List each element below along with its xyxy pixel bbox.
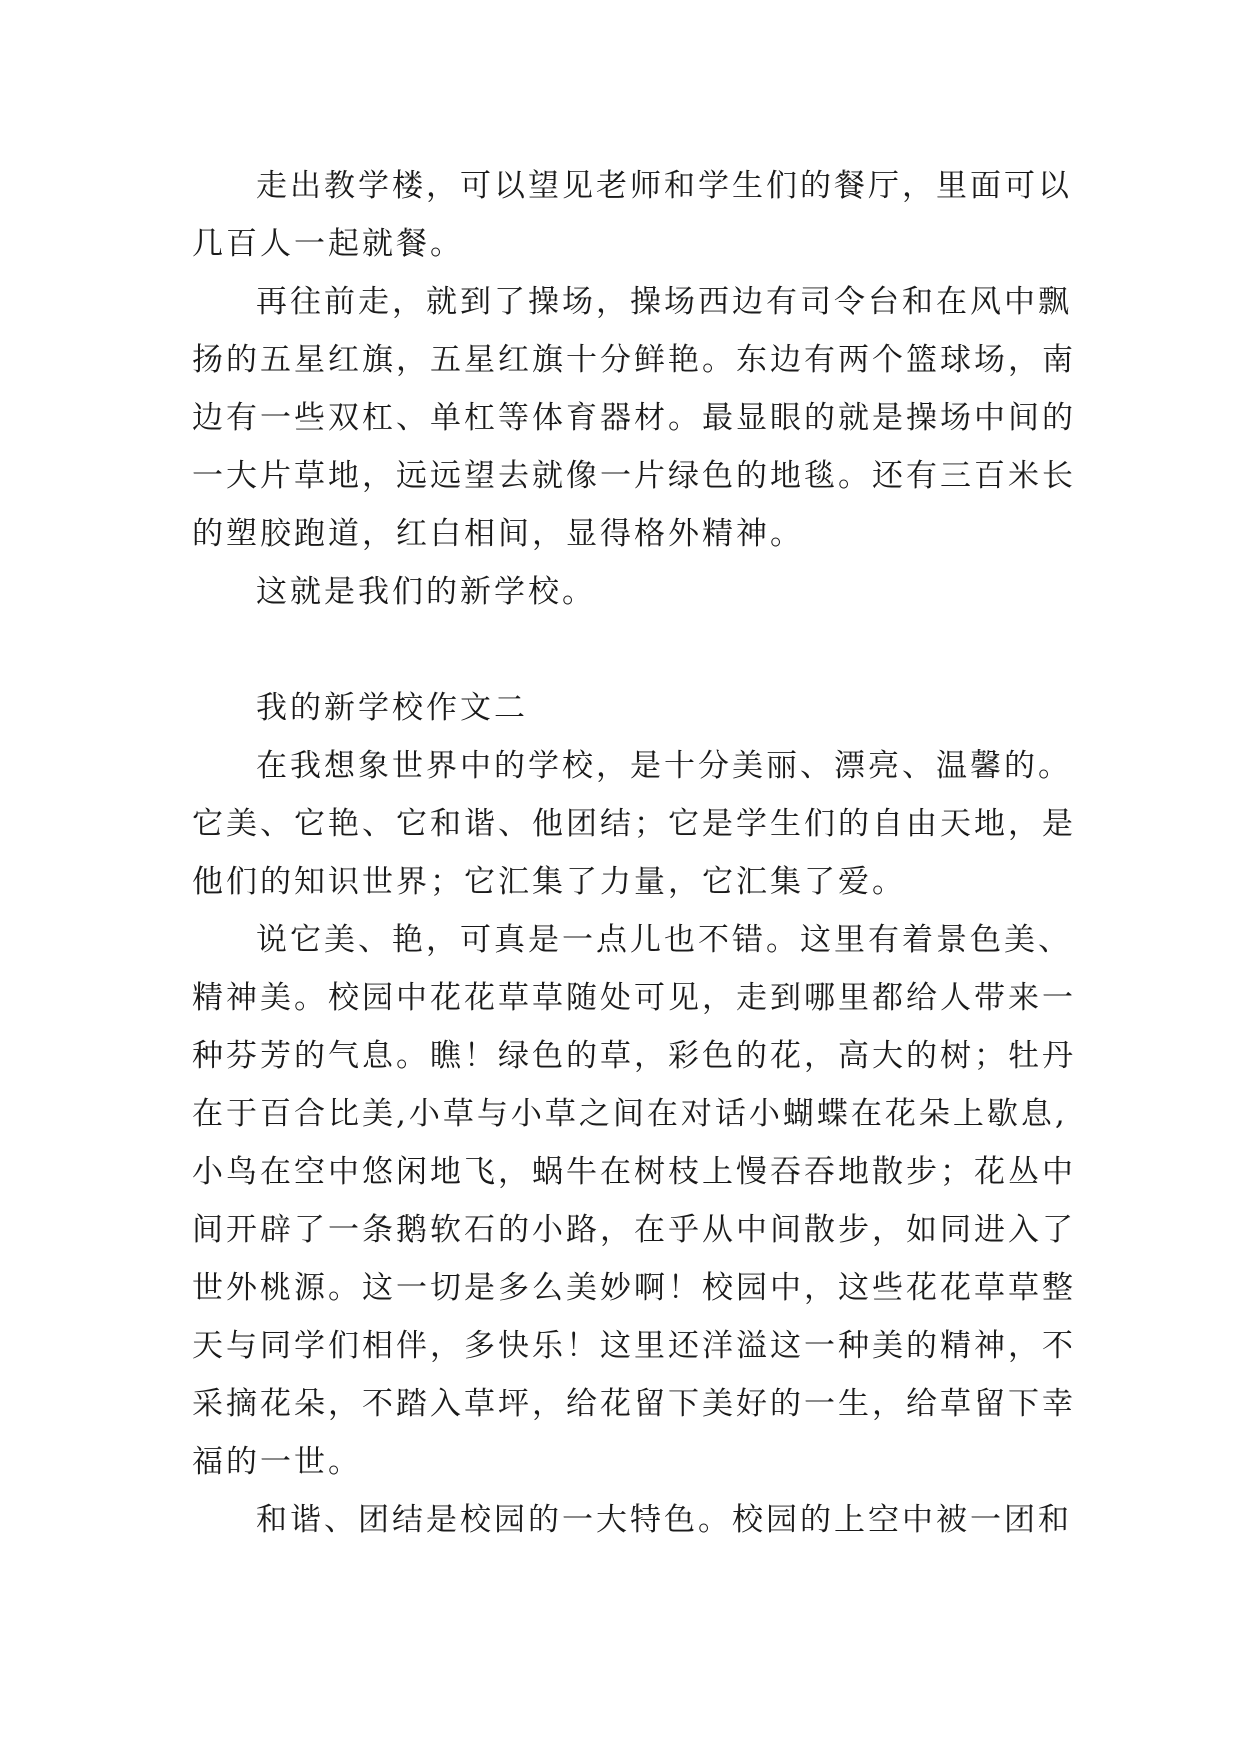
- paragraph: [192, 1491, 1072, 1549]
- text-line: 世外桃源。这一切是多么美妙啊！校园中，这些花花草草整: [192, 1270, 1076, 1306]
- section-title: 我的新学校作文二: [256, 690, 528, 726]
- text-line: 在我想象世界中的学校，是十分美丽、漂亮、温馨的。: [256, 748, 1072, 784]
- text-line: 间开辟了一条鹅软石的小路，在乎从中间散步，如同进入了: [192, 1212, 1076, 1248]
- paragraph: [192, 911, 1076, 1491]
- text-line: 采摘花朵，不踏入草坪，给花留下美好的一生，给草留下幸: [192, 1386, 1076, 1422]
- text-line: 和谐、团结是校园的一大特色。校园的上空中被一团和: [256, 1502, 1072, 1538]
- text-line: 一大片草地，远远望去就像一片绿色的地毯。还有三百米长: [192, 458, 1076, 494]
- paragraph: [192, 157, 1072, 273]
- text-line: 精神美。校园中花花草草随处可见，走到哪里都给人带来一: [192, 980, 1076, 1016]
- text-line: 边有一些双杠、单杠等体育器材。最显眼的就是操场中间的: [192, 400, 1076, 436]
- text-line: 小鸟在空中悠闲地飞，蜗牛在树枝上慢吞吞地散步；花丛中: [192, 1154, 1076, 1190]
- text-line: 说它美、艳，可真是一点儿也不错。这里有着景色美、: [256, 922, 1072, 958]
- text-line: 它美、它艳、它和谐、他团结；它是学生们的自由天地，是: [192, 806, 1076, 842]
- text-line: 的塑胶跑道，红白相间，显得格外精神。: [192, 516, 804, 552]
- paragraph: [192, 563, 1052, 621]
- paragraph: [192, 273, 1076, 563]
- text-line: 这就是我们的新学校。: [256, 574, 596, 610]
- text-line: 天与同学们相伴，多快乐！这里还洋溢这一种美的精神，不: [192, 1328, 1076, 1364]
- text-line: 扬的五星红旗，五星红旗十分鲜艳。东边有两个篮球场，南: [192, 342, 1076, 378]
- text-line: 再往前走，就到了操场，操场西边有司令台和在风中飘: [256, 284, 1072, 320]
- document-page: [192, 157, 1076, 1549]
- text-line: 几百人一起就餐。: [192, 226, 464, 262]
- text-line: 他们的知识世界；它汇集了力量，它汇集了爱。: [192, 864, 906, 900]
- text-line: 走出教学楼，可以望见老师和学生们的餐厅，里面可以: [256, 168, 1072, 204]
- text-line: 种芬芳的气息。瞧！绿色的草，彩色的花，高大的树；牡丹: [192, 1038, 1076, 1074]
- text-line: 在于百合比美,小草与小草之间在对话小蝴蝶在花朵上歇息,: [192, 1096, 1068, 1132]
- section-gap: [192, 621, 1052, 679]
- paragraph: [192, 737, 1076, 911]
- text-line: 福的一世。: [192, 1444, 362, 1480]
